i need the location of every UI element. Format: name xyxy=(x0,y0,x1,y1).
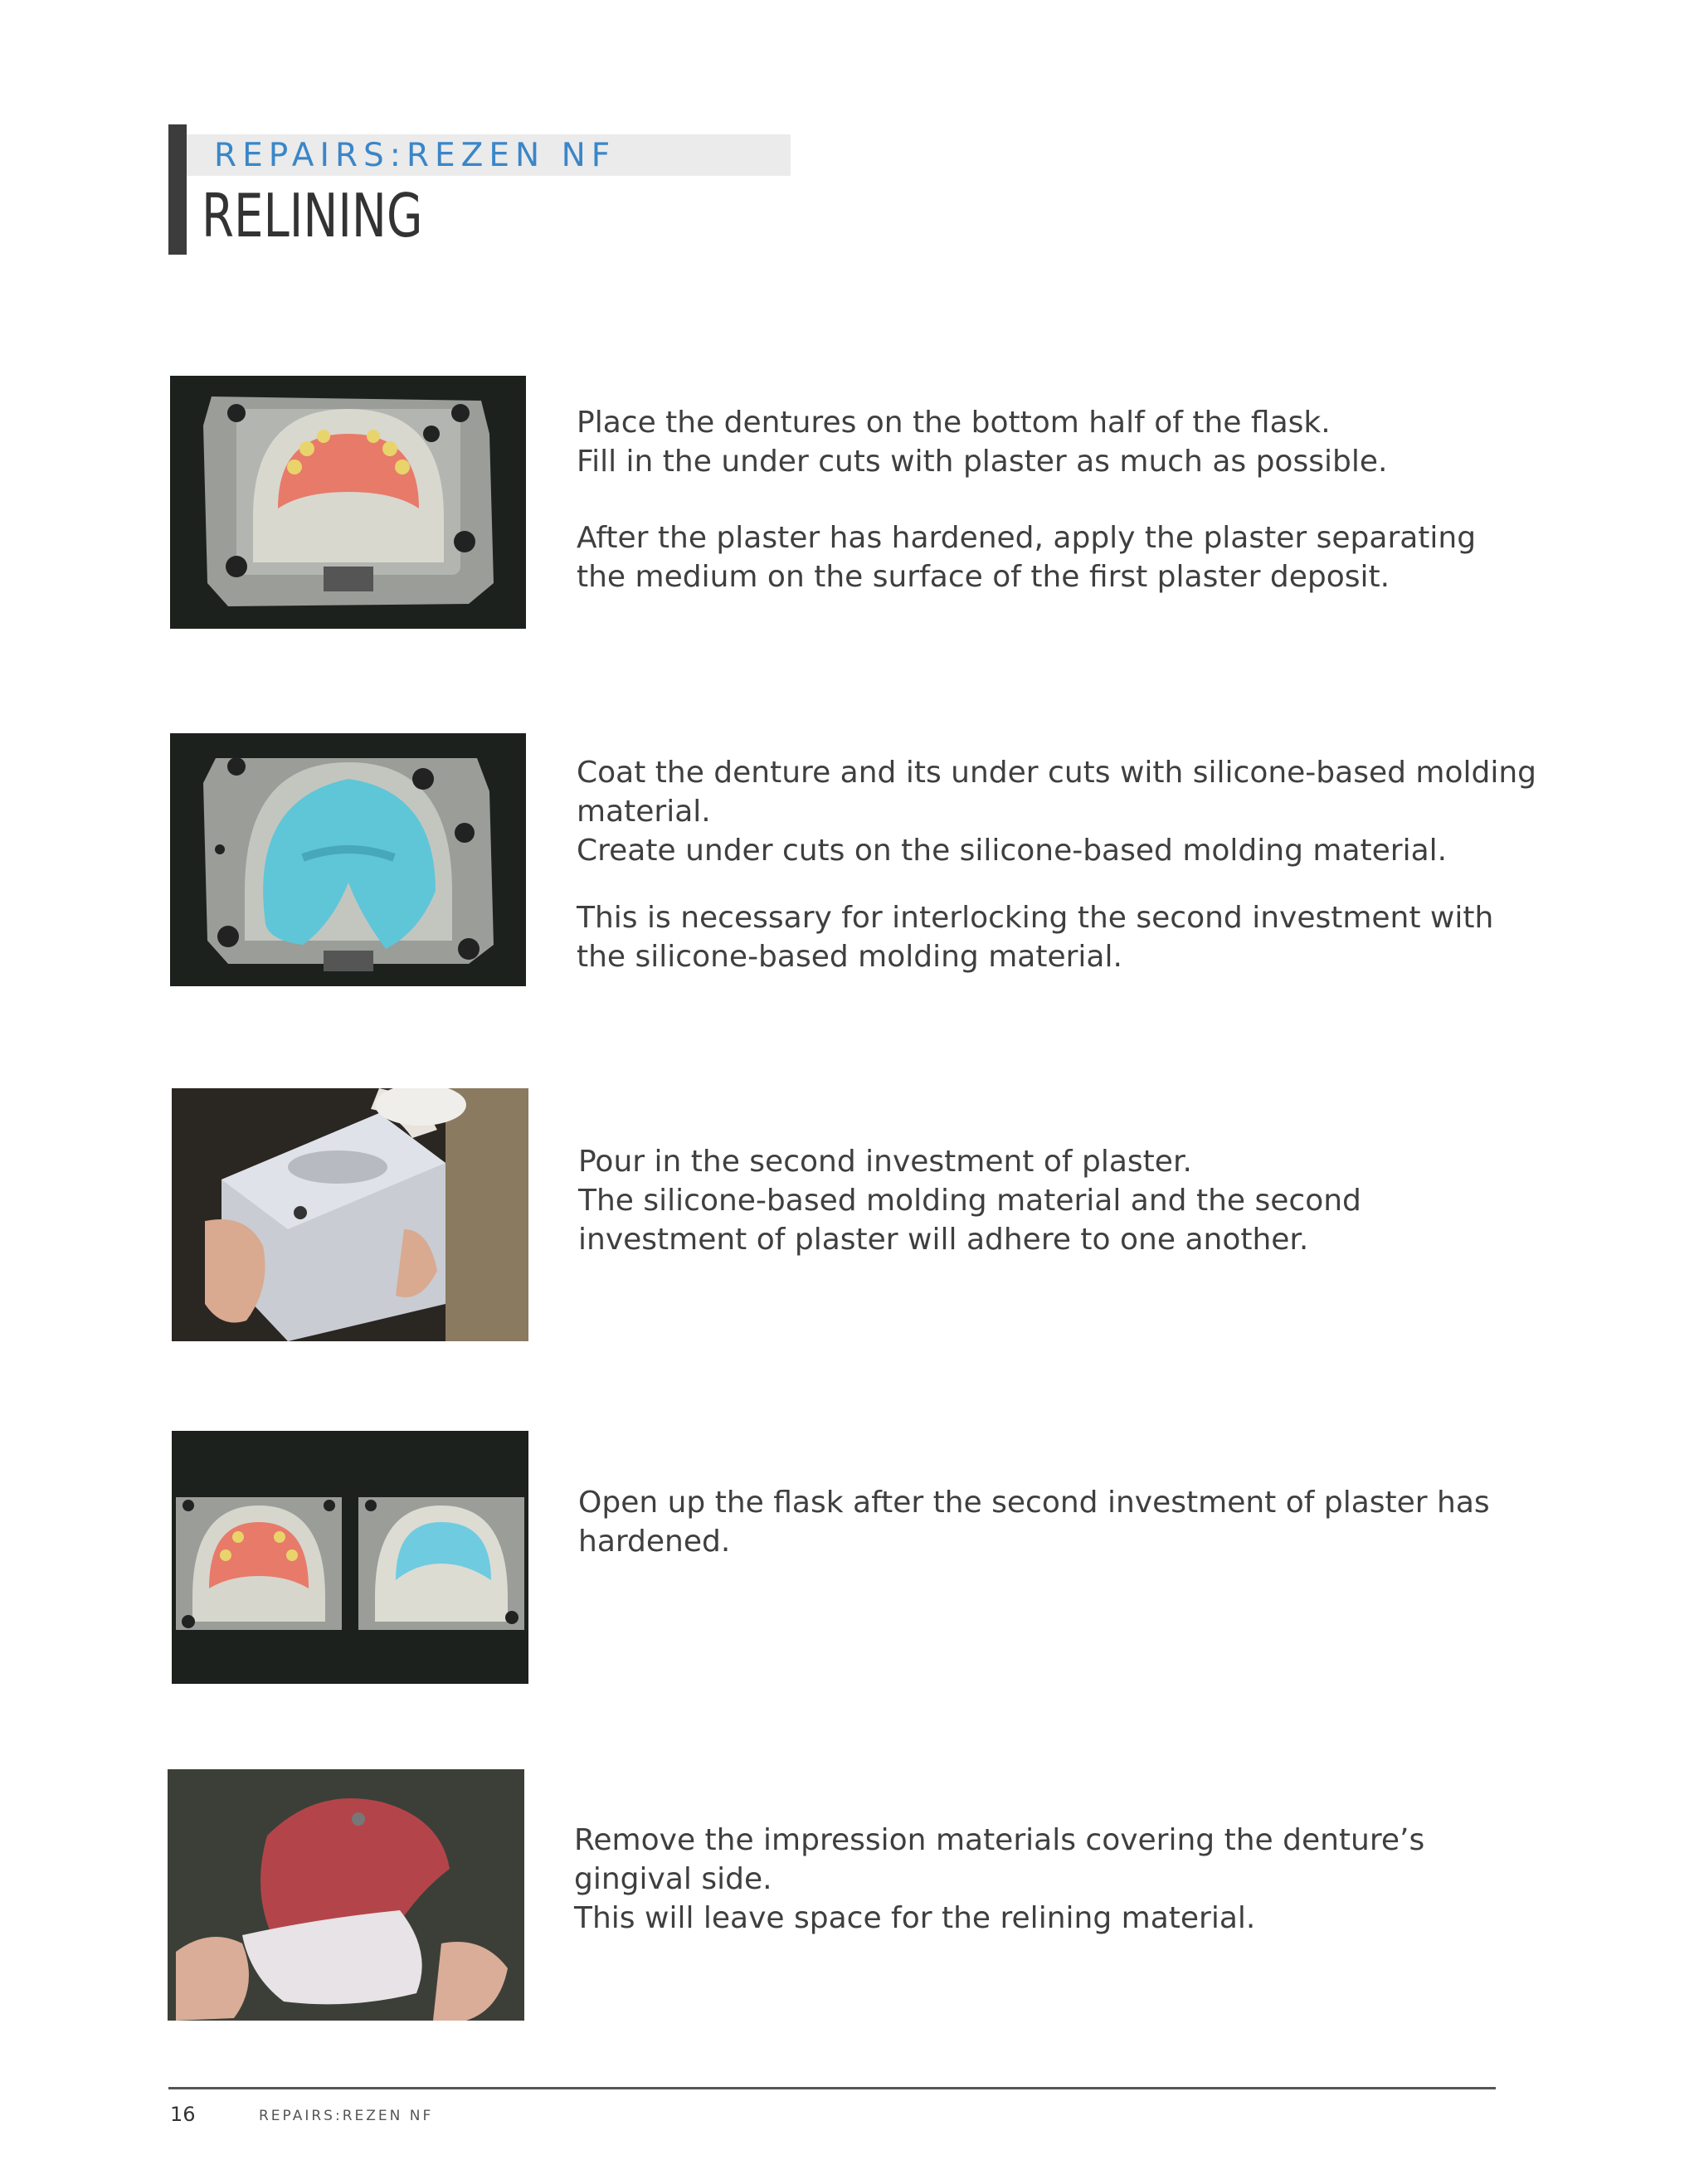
step-1-line: the medium on the surface of the first plaster deposit. xyxy=(577,560,1390,594)
page-number: 16 xyxy=(170,2103,196,2126)
step-2-line: Create under cuts on the silicone-based molding material. xyxy=(577,834,1448,868)
section-kicker: REPAIRS:REZEN NF xyxy=(214,137,616,174)
step-3-line: The silicone-based molding material and the second xyxy=(578,1184,1361,1218)
step-3-photo xyxy=(172,1088,528,1341)
footer-rule xyxy=(168,2087,1496,2089)
step-5-line: This will leave space for the relining material. xyxy=(574,1901,1256,1935)
flask-with-blue-silicone-photo-icon xyxy=(170,733,526,986)
step-5-text xyxy=(574,1821,1424,1938)
step-4-line: Open up the flask after the second investment of plaster has xyxy=(578,1486,1490,1520)
step-3-text xyxy=(578,1142,1361,1259)
page-title: RELINING xyxy=(202,181,423,251)
step-2-line: This is necessary for interlocking the second investment with xyxy=(577,901,1494,935)
step-5-photo xyxy=(168,1769,524,2021)
step-1-line: Place the dentures on the bottom half of the flask. xyxy=(577,406,1331,440)
step-5-line: gingival side. xyxy=(574,1862,772,1896)
step-2-line: material. xyxy=(577,795,711,829)
step-2-line: Coat the denture and its under cuts with silicone-based molding xyxy=(577,756,1537,790)
step-3-line: Pour in the second investment of plaster. xyxy=(578,1145,1192,1179)
step-3-line: investment of plaster will adhere to one another. xyxy=(578,1223,1309,1257)
step-4-text xyxy=(578,1483,1490,1561)
removing-impression-material-photo-icon xyxy=(168,1769,524,2021)
step-2-photo xyxy=(170,733,526,986)
step-4-line: hardened. xyxy=(578,1525,731,1559)
step-1-photo xyxy=(170,376,526,629)
section-header xyxy=(168,124,791,255)
opened-flask-halves-photo-icon xyxy=(172,1431,528,1684)
pouring-plaster-photo-icon xyxy=(172,1088,528,1341)
step-1-line: Fill in the under cuts with plaster as much as possible. xyxy=(577,445,1388,479)
header-accent-bar xyxy=(168,124,187,255)
step-1-text xyxy=(577,403,1476,596)
step-1-line: After the plaster has hardened, apply the plaster separating xyxy=(577,521,1477,555)
step-5-line: Remove the impression materials covering the denture’s xyxy=(574,1823,1425,1857)
step-4-photo xyxy=(172,1431,528,1684)
footer-label: REPAIRS:REZEN NF xyxy=(259,2108,434,2124)
flask-with-denture-plaster-photo-icon xyxy=(170,376,526,629)
step-2-text xyxy=(577,753,1536,976)
step-2-line: the silicone-based molding material. xyxy=(577,940,1122,974)
